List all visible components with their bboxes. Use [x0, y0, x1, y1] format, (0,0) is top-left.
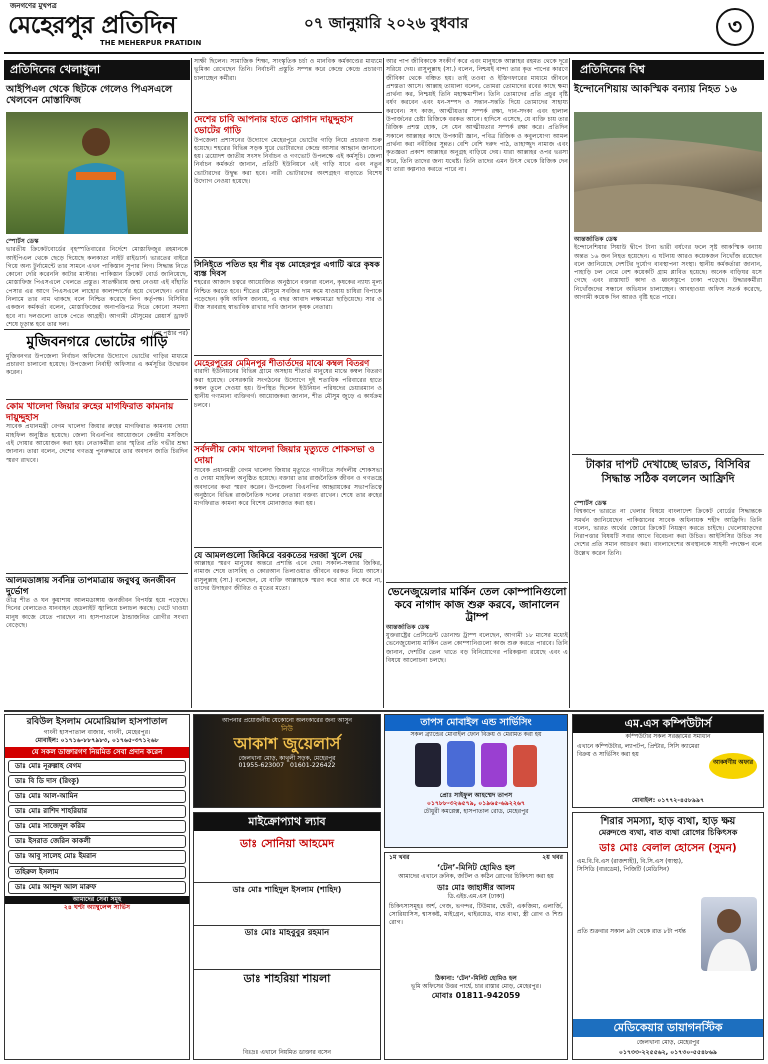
computer-offer-badge: আকর্ষণীয় অফার	[709, 753, 757, 779]
homeo-phone: মোবাঃ 01811-942059	[431, 990, 521, 1000]
sports-desk: স্পোর্টস ডেস্ক	[6, 238, 39, 245]
mobile-shop-phone: ০১৭৮৮-৩২৬৫৭৯, ০১৯৬৫-৬৯২২৬৭	[426, 800, 526, 808]
hospital-ad	[4, 714, 190, 1060]
homeo-doctor: ডাঃ মোঃ জাহাঙ্গীর আলম	[437, 883, 515, 893]
world-desk: আন্তর্জাতিক ডেস্ক	[574, 236, 618, 243]
mobile-shop-address: চৌধুরী কমপ্লেক্স, হাসপাতাল রোড, মেহেরপুর	[423, 808, 529, 816]
ortho-subtitle: মেরুদণ্ডে ব্যথা, বাত ব্যথা রোগের চিকিৎসক	[598, 828, 738, 837]
sports-headline-text: আইপিএল থেকে ছিটকে গেলেও পিএসএলে খেলবেন মোস্তাফিজ	[6, 84, 173, 107]
hospital-doctor: ডাঃ ইসরাত জেরিন কাকলী	[8, 835, 186, 848]
col1-headline-3: আলমডাঙ্গায় সর্বনিম্ন তাপমাত্রায় জবুথবু জনজীবন দুর্ভোগ	[6, 573, 188, 597]
lab-name: মাইক্রোপ্যাথ ল্যাব	[194, 813, 380, 831]
afridi-headline-text: টাকার দাপট দেখাচ্ছে ভারত, বিসিবির সিদ্ধান্ত সঠিক বললেন আফ্রিদি	[585, 458, 751, 485]
mobile-shop-ad	[384, 714, 568, 848]
mobile-shop-owner: প্রোঃ সাইফুল আহম্মেদ তাপস	[439, 792, 513, 800]
spacer	[194, 852, 380, 882]
col3-desk: আন্তর্জাতিক ডেস্ক	[386, 623, 430, 631]
col2-intro: সাক্ষী ছিলেন। সামাজিক শিক্ষা, সাংস্কৃতিক চর্চা ও মানবিক কর্মকাণ্ডের মাধ্যমে ভূমিকা রেখেছেন তিনি। নির্বাচনী প্রস্তুতি সম্পন্ন করে কেন্দ্রে কেন্দ্রে প্রচারণা চালাচ্ছেন কর্মীরা।	[194, 58, 382, 82]
hospital-doctor: ডাঃ মোঃ রাশিদ শাহরিয়ার	[8, 805, 186, 818]
flood-scene-icon	[574, 112, 762, 232]
jewellers-phone-2: 01601-226422	[289, 762, 336, 770]
computer-shop-name: এম.এস কম্পিউটার্স	[573, 715, 763, 733]
lab-doctor-1: ডাঃ সোনিয়া আহমেদ	[239, 837, 335, 851]
homeo-ad	[384, 852, 568, 1060]
world-flood-photo	[574, 112, 762, 232]
computer-shop-subtitle: কম্পিউটার সকল সরঞ্জামের সমাধান	[625, 733, 711, 741]
col2-body-3: বারাদী ইউনিয়নের বিভিন্ন গ্রামে অসহায় শীতার্ত মানুষের মাঝে কম্বল বিতরণ করা হয়েছে। বেসরকারি সংগঠনের উদ্যোগে দুই শতাধিক পরিবারের হাতে কম্বল তুলে দেওয়া হয়। উপস্থিত ছিলেন ইউনিয়ন পরিষদের চেয়ারম্যান ও স্থানীয় গণ্যমান্য ব্যক্তিবর্গ। আয়োজকরা জানান, শীত মৌসুম জুড়ে এ কার্যক্রম চলবে।	[194, 368, 382, 409]
lab-footnote: বিঃদ্রঃ এখানে নিয়মিত ডাক্তার বসেন	[242, 1049, 331, 1057]
hospital-banner: যে সকল ডাক্তারগণ নিয়মিত সেবা প্রদান করেন	[5, 747, 189, 758]
hospital-services: আমাদের সেবা সমূহ	[5, 896, 189, 904]
hospital-doctor: ডাঃ মোঃ আল-আমিন	[8, 790, 186, 803]
col2-headline-3: মেহেরপুরের মেমিনপুর শীতার্তদের মাঝে কম্বল বিতরণ	[194, 355, 382, 368]
person-icon	[701, 897, 757, 971]
col1-headline-1: মুজিবনগরে ভোটের গাড়ি	[26, 334, 168, 350]
jewellers-phones	[194, 762, 380, 770]
hospital-doctor: ডাঃ মোঃ নূরুল্লাহ বেগম	[8, 760, 186, 773]
jewellers-phone-1: 01955-623007	[238, 762, 285, 770]
divider	[4, 329, 190, 330]
divider	[383, 58, 384, 708]
jewellers-tagline: আপনার প্রয়োজনীয় যেকোনো অলংকারের জন্য আসুন	[222, 717, 352, 724]
col2-body-5: আল্লাহর স্মরণ মানুষের অন্তরে প্রশান্তি এনে দেয়। সকাল-সন্ধ্যার জিকির, নামাজ শেষে তাসবিহ ও কোরআন তিলাওয়াত জীবনে বরকত নিয়ে আসে। রাসুলুল্লাহ (সা.) বলেছেন, যে ব্যক্তি আল্লাহকে স্মরণ করে আর যে করে না, তাদের উদাহরণ জীবিত ও মৃতের মতো।	[194, 560, 382, 592]
afridi-body	[574, 500, 762, 706]
masthead	[4, 2, 764, 54]
col3-story	[386, 624, 568, 694]
doctor-avatar	[701, 897, 757, 971]
computer-ad	[572, 714, 764, 808]
mobile-shop-tagline: সকল ব্র্যান্ডের মোবাইল ফোন বিক্রয় ও মেরামত করা হয়	[410, 731, 542, 739]
world-section-title: প্রতিদিনের বিশ্ব	[580, 63, 645, 76]
col1-headline-2: কোম খালেদা জিয়ার রুহের মাগফিরাত কামনায় দায়ুদ্দুহাস	[6, 399, 188, 424]
sports-section-bar	[4, 60, 190, 80]
homeo-label-1: ১ম খবর	[389, 854, 410, 861]
col2-headline-1: দেশের চাবি আপনার হাতে স্লোগান দায়ুদ্দুহাস ভোটের গাড়ি	[194, 112, 382, 137]
sports-photo	[6, 112, 188, 234]
world-body	[574, 236, 762, 376]
ortho-phone: ০১৭৩৩-২২৫৫৬২, ০১৭৩০-৫৫৪৮৬৯	[618, 1048, 718, 1056]
column-3	[386, 58, 568, 708]
column-2	[194, 58, 382, 708]
hospital-name: রবিউল ইসলাম মেমোরিয়াল হাসপাতাল	[26, 717, 168, 727]
column-1-lower	[6, 332, 188, 708]
homeo-address-2: ভূমি অফিসের উত্তর পার্শ্বে, চার রাস্তার মোড়, মেহেরপুর।	[410, 982, 542, 990]
homeo-title: ‘টেন’-মিনিট হোমিও হল	[436, 863, 516, 873]
sports-section-title: প্রতিদিনের খেলাধুলা	[10, 63, 101, 76]
homeo-degree: ডি.এইচ.এম.এস (ঢাকা)	[447, 893, 505, 900]
ortho-degree: এম.বি.বি.এস (রাজশাহী), বি.সি.এস (স্বাস্থ্য), সিসিডি (বারডেম), পিজিটি (মেডিসিন)	[577, 858, 683, 873]
hospital-doctor: ডাঃ মোঃ আব্দুল আল মারুফ	[8, 881, 186, 894]
page-number-value: ৩	[727, 14, 743, 40]
afridi-desk: স্পোর্টস ডেস্ক	[574, 500, 607, 507]
newspaper-subtitle: THE MEHERPUR PRATIDIN	[100, 39, 202, 47]
ortho-doctor: ডাঃ মোঃ বেলাল হোসেন (সুমন)	[599, 842, 737, 855]
col1-body-2: সাবেক প্রধানমন্ত্রী বেগম খালেদা জিয়ার রুহের মাগফিরাত কামনায় দোয়া মাহফিল অনুষ্ঠিত হয়েছে। জেলা বিএনপির আয়োজনে কেন্দ্রীয় মসজিদে এই দোয়ার আয়োজন করা হয়। নেতাকর্মীরা তার স্মৃতির প্রতি গভীর শ্রদ্ধা জানান। তারা বলেন, দেশের গণতন্ত্র পুনরুদ্ধারে তার অবদান জাতি চিরদিন স্মরণ রাখবে।	[6, 423, 188, 464]
ortho-diagnostic-center: মেডিকেয়ার ডায়াগনস্টিক	[573, 1019, 763, 1037]
homeo-news-labels	[385, 853, 567, 863]
world-headline-text: ইন্দোনেশিয়ায় আকস্মিক বন্যায় নিহত ১৬	[574, 84, 737, 95]
ortho-ad	[572, 812, 764, 1060]
mobile-shop-name: তাপস মোবাইল এন্ড সার্ভিসিং	[385, 715, 567, 731]
spacer	[194, 939, 380, 969]
col1-body-3: তীব্র শীত ও ঘন কুয়াশায় আলমডাঙ্গায় জনজীবন বিপর্যস্ত হয়ে পড়েছে। দিনের বেলাতেও যানবাহন হেডলাইট জ্বালিয়ে চলাচল করছে। খেটে খাওয়া মানুষ কাজে যেতে পারছেন না। হাসপাতালে ঠান্ডাজনিত রোগীর সংখ্যা বেড়েছে।	[6, 597, 188, 629]
col1-body-1: মুজিবনগর উপজেলা নির্বাচন অফিসের উদ্যোগে ভোটের গাড়ির মাধ্যমে প্রচারণা চালানো হয়েছে। উপজেলা নির্বাহী অফিসার এ কর্মসূচির উদ্বোধন করেন।	[6, 352, 188, 377]
smartphone-icon	[385, 739, 569, 789]
lab-doctor-2: ডাঃ মোঃ শাহিদুল ইসলাম (শাহিদ)	[194, 882, 380, 895]
col2-body-1: উপজেলা প্রশাসনের উদ্যোগে মেহেরপুরে ভোটের গাড়ি নিয়ে প্রচারণা শুরু হয়েছে। শহরের বিভিন্ন সড়ক ঘুরে ভোটারদের কেন্দ্রে আসার আহ্বান জানানো হয়। ত্রয়োদশ জাতীয় সংসদ নির্বাচন ও গণভোট উপলক্ষে এই কর্মসূচি। জেলা নির্বাচন কর্মকর্তা জানান, প্রতিটি ইউনিয়নে এই গাড়ি যাবে এবং নতুন ভোটারদের উদ্বুদ্ধ করা হবে। নারী ভোটারদের অংশগ্রহণ বাড়াতে বিশেষ উদ্যোগ নেওয়া হয়েছে।	[194, 136, 382, 186]
col2-body-2: শহরের আজাদ চত্বরে আয়োজিত অনুষ্ঠানে বক্তারা বলেন, কৃষকের ন্যায্য মূল্য নিশ্চিত করতে হবে। শীতের মৌসুমে সবজির দাম কমে যাওয়ায় চাষিরা বিপাকে পড়েছেন। কৃষি অফিস জানায়, এ বছর আবাদ লক্ষ্যমাত্রা ছাড়িয়েছে। সার ও বীজ সরবরাহ স্বাভাবিক রাখার দাবি জানান কৃষক নেতারা।	[194, 279, 382, 312]
sports-body	[6, 238, 188, 338]
world-section-bar	[572, 60, 764, 80]
sports-body-text: ভারতীয় ক্রিকেটবোর্ডের বৃহস্পতিবারের নির্দেশে মোস্তাফিজুর রহমানকে আইপিএল থেকে ছেড়ে দিয়েছে কলকাতা নাইট রাইডার্স। ভারতের বাইরে গিয়ে অন্য টুর্নামেন্টে তার সামনে এখন পাকিস্তান সুপার লিগ। সিদ্ধান্ত নিতে কোনো দেরি করেননি কাটার মাস্টার। পাকিস্তান ক্রিকেট বোর্ড জানিয়েছে, মোস্তাফিজ পিএসএলে খেলতে প্রস্তুত। সাতক্ষীরায় জন্ম নেওয়া এই বাঁহাতি পেসার এর আগে পিএসএলে লাহোর কালান্দার্সের হয়ে খেলেছেন। এবার নিলামে তার নাম থাকছে বলে নিশ্চিত করেছে লিগ কর্তৃপক্ষ। বিসিবির একজন কর্মকর্তা বলেন, মোস্তাফিজের অনাপত্তিপত্র দিতে কোনো সমস্যা হবে না। দলগুলো তাকে পেতে আগ্রহী। আগামী মৌসুমের প্লেয়ার্স ড্রাফট শেষে চূড়ান্ত হবে তার দল।	[6, 246, 188, 328]
divider	[191, 58, 192, 708]
hospital-doctor: তহিরুল ইসলাম	[8, 866, 186, 879]
jewellers-name: আকাশ জুয়েলার্স	[233, 733, 341, 753]
hospital-phone: মোবাইল: ০১৭১৬-৮৮৭৯৮৩, ০১৭৬৫-৩৭১২৬৮	[35, 736, 159, 744]
newspaper-title: মেহেরপুর প্রতিদিন	[8, 10, 176, 39]
ortho-title: শিরার সমস্যা, হাড় ব্যথা, হাড় ক্ষয়	[600, 816, 736, 827]
col2-headline-2: সিনিইতে পতিত হয় শীর বৃন্ত মোহেরপুর এগাটি ঝরে কৃষক ব্যস্ত দিবস	[194, 257, 382, 280]
hospital-address: গাংনী হাসপাতাল বাজার, গাংনী, মেহেরপুর।	[43, 728, 151, 736]
spacer	[194, 895, 380, 925]
masthead-tagline: জনগণের মুখপত্র	[10, 2, 57, 10]
player-figure-icon	[6, 112, 188, 234]
col3-headline: ভেনেজুয়েলার মার্কিন তেল কোম্পানিগুলো কবে নাগাদ কাজ শুরু করবে, জানালেন ট্রাম্প	[386, 582, 568, 624]
lab-ad	[193, 812, 381, 1060]
divider	[572, 454, 764, 455]
lab-doctor-4: ডাঃ শাহরিয়া শায়লা	[194, 969, 380, 986]
col2-body-4: সাবেক প্রধানমন্ত্রী বেগম খালেদা জিয়ার মৃত্যুতে গাংনীতে সর্বদলীয় শোকসভা ও দোয়া মাহফিল অনুষ্ঠিত হয়েছে। বক্তারা তার রাজনৈতিক জীবন ও গণতন্ত্রে অবদানের কথা স্মরণ করেন। উপজেলা বিএনপির আহ্বায়কের সভাপতিত্বে অনুষ্ঠানে বিভিন্ন রাজনৈতিক দলের নেতারা বক্তব্য রাখেন। শেষে তার রুহের মাগফিরাত কামনা করে বিশেষ মোনাজাত করা হয়।	[194, 466, 382, 508]
lab-doctor-3: ডাঃ মোঃ মাহবুবুর রহমান	[194, 925, 380, 939]
col2-headline-5: যে আমলগুলো জিকিরে বরকতের দরজা খুলে দেয়	[194, 547, 382, 560]
sports-headline	[6, 84, 188, 108]
homeo-label-2: ২য় খবর	[542, 854, 563, 861]
sports-continued: (৩য় পৃষ্ঠার পর)	[151, 330, 188, 338]
ortho-address: জেলখানা মোড়, মেহেরপুর	[636, 1039, 700, 1047]
homeo-tagline: আমাদের এখানে ক্রনিক, জটিল ও কঠিন রোগের চিকিৎসা করা হয়	[398, 873, 554, 881]
page-number	[716, 8, 754, 46]
computer-shop-items: এখানে কম্পিউটার, ল্যাপটপ, প্রিন্টার, সিসি ক্যামেরা বিক্রয় ও সার্ভিসিং করা হয়	[577, 743, 700, 758]
hospital-doctor: ডাঃ আবু সালেহ মোঃ ইমরান	[8, 850, 186, 863]
jewellers-ad	[193, 714, 381, 808]
afridi-headline	[574, 458, 762, 496]
divider	[569, 58, 570, 708]
jewellers-address: জেলখানা মোড়, কাথুলী সড়ক, মেহেরপুর	[238, 754, 336, 762]
homeo-address: ঠিকানা: ‘টেন’-মিনিট হোমিও হল	[435, 974, 517, 982]
col3-body: আর পাপ জীবিকাকে সংকীর্ণ করে এবং মানুষকে আল্লাহর রহমত থেকে দূরে সরিয়ে দেয়। রাসুলুল্লাহ (সা.) বলেন, নিশ্চয়ই বান্দা তার কৃত পাপের কারণে জীবিকা থেকে বঞ্চিত হয়। তাই তওবা ও ইস্তিগফারের মাধ্যমে জীবনে প্রশস্ততা আসে। আল্লাহ তায়ালা বলেন, তোমরা তোমাদের রবের কাছে ক্ষমা প্রার্থনা কর, নিশ্চয়ই তিনি মহাক্ষমাশীল। তিনি তোমাদের প্রতি প্রচুর বৃষ্টি বর্ষণ করবেন এবং ধন-সম্পদ ও সন্তান-সন্ততি দিয়ে তোমাদের সাহায্য করবেন। সৎ কাজ, আত্মীয়তার সম্পর্ক রক্ষা, দান-সদকা এবং হালাল উপার্জনের চেষ্টা রিজিকে বরকত আনে। হাদিসে এসেছে, যে ব্যক্তি চায় তার রিজিক প্রশস্ত হোক, সে যেন আত্মীয়তার সম্পর্ক রক্ষা করে। প্রতিদিন সকালে আল্লাহর কাছে উপকারী জ্ঞান, পবিত্র রিজিক ও কবুলযোগ্য আমল প্রার্থনা করা নবীজির সুন্নত। বেশি বেশি দরুদ পাঠ, তাহাজ্জুদ নামাজ এবং কৃতজ্ঞতা প্রকাশ আল্লাহর অনুগ্রহ বাড়িয়ে দেয়। যারা আল্লাহর ওপর ভরসা করে, তিনি তাদের জন্য যথেষ্ট। তিনি তাদের এমন উৎস থেকে রিজিক দেন যা তারা কল্পনাও করতে পারে না।	[386, 58, 568, 173]
world-body-text: ইন্দোনেশিয়ার সিয়াউ দ্বীপে টানা ভারী বর্ষণের ফলে সৃষ্ট আকস্মিক বন্যায় অন্তত ১৬ জন নিহত হয়েছেন। এ ঘটনায় আরও কয়েকজন নিখোঁজ রয়েছেন বলে জানিয়েছে দেশটির দুর্যোগ ব্যবস্থাপনা সংস্থা। স্থানীয় কর্মকর্তারা জানান, পাহাড়ি ঢল নেমে বেশ কয়েকটি গ্রাম প্লাবিত হয়েছে। অনেক বাড়িঘর ধসে গেছে এবং রাস্তাঘাট কাদা ও ধ্বংসস্তূপে ঢাকা পড়েছে। উদ্ধারকর্মীরা নিখোঁজদের সন্ধানে অভিযান চালাচ্ছেন। আবহাওয়া অফিস সতর্ক করেছে, আগামী কয়েক দিন আরও বৃষ্টি হতে পারে।	[574, 244, 762, 302]
world-headline	[574, 84, 762, 110]
afridi-body-text: বিশ্বকাপে ভারতে না খেলার বিষয়ে বাংলাদেশ ক্রিকেট বোর্ডের সিদ্ধান্তকে সমর্থন জানিয়েছেন পাকিস্তানের সাবেক অধিনায়ক শহীদ আফ্রিদি। তিনি বলেন, ভারত অর্থের জোরে ক্রিকেট নিয়ন্ত্রণ করতে চাইছে। খেলোয়াড়দের নিরাপত্তার বিষয়টি সবার আগে বিবেচনা করা উচিত। আইসিসির উচিত সব দেশের প্রতি সমান আচরণ করা। বাংলাদেশের অবস্থানকে সাহসী পদক্ষেপ বলে উল্লেখ করেন তিনি।	[574, 508, 762, 557]
computer-shop-phone: মোবাইল: ০১৭৭২-৪৫৮৯৯৭	[631, 796, 705, 804]
ads-divider	[4, 710, 764, 712]
issue-date: ০৭ জানুয়ারি ২০২৬ বুধবার	[304, 14, 469, 32]
hospital-doctor-list	[5, 760, 189, 894]
hospital-doctor: ডাঃ বি ডি দাস (রিংকু)	[8, 775, 186, 788]
ortho-schedule: প্রতি শুক্রবার সকাল ৯টা থেকে রাত ৮টা পর্যন্ত	[577, 928, 686, 936]
hospital-ambulance: ২৪ ঘণ্টা অ্যাম্বুলেন্স সার্ভিস	[63, 903, 131, 911]
col2-headline-4: সর্বদলীয় কোম খালেদা জিয়ার মৃত্যুতে শোকসভা ও দোয়া	[194, 442, 382, 467]
col3-body-2: যুক্তরাষ্ট্রের প্রেসিডেন্ট ডোনাল্ড ট্রাম্প বলেছেন, আগামী ১৮ মাসের মধ্যেই ভেনেজুয়েলায় মার্কিন তেল কোম্পানিগুলো কাজ শুরু করতে পারবে। তিনি জানান, দেশটির তেল খাতে বড় বিনিয়োগের পরিকল্পনা রয়েছে এবং এ বিষয়ে আলোচনা চলছে।	[386, 632, 568, 664]
jewellers-prefix: নিউ	[281, 724, 293, 733]
hospital-doctor: ডাঃ মোঃ সাজেদুল করিম	[8, 820, 186, 833]
homeo-treatments: চিকিৎসাসমূহঃ অর্শ, গেজ, ভগন্দর, টিউমার, শ্বেতী, একজিমা, এলার্জি, সোরিয়াসিস, শ্বাসকষ্ট, মাইগ্রেন, থাইরয়েড, বাত ব্যথা, স্ত্রী রোগ ও শিশু রোগ।	[389, 902, 563, 926]
